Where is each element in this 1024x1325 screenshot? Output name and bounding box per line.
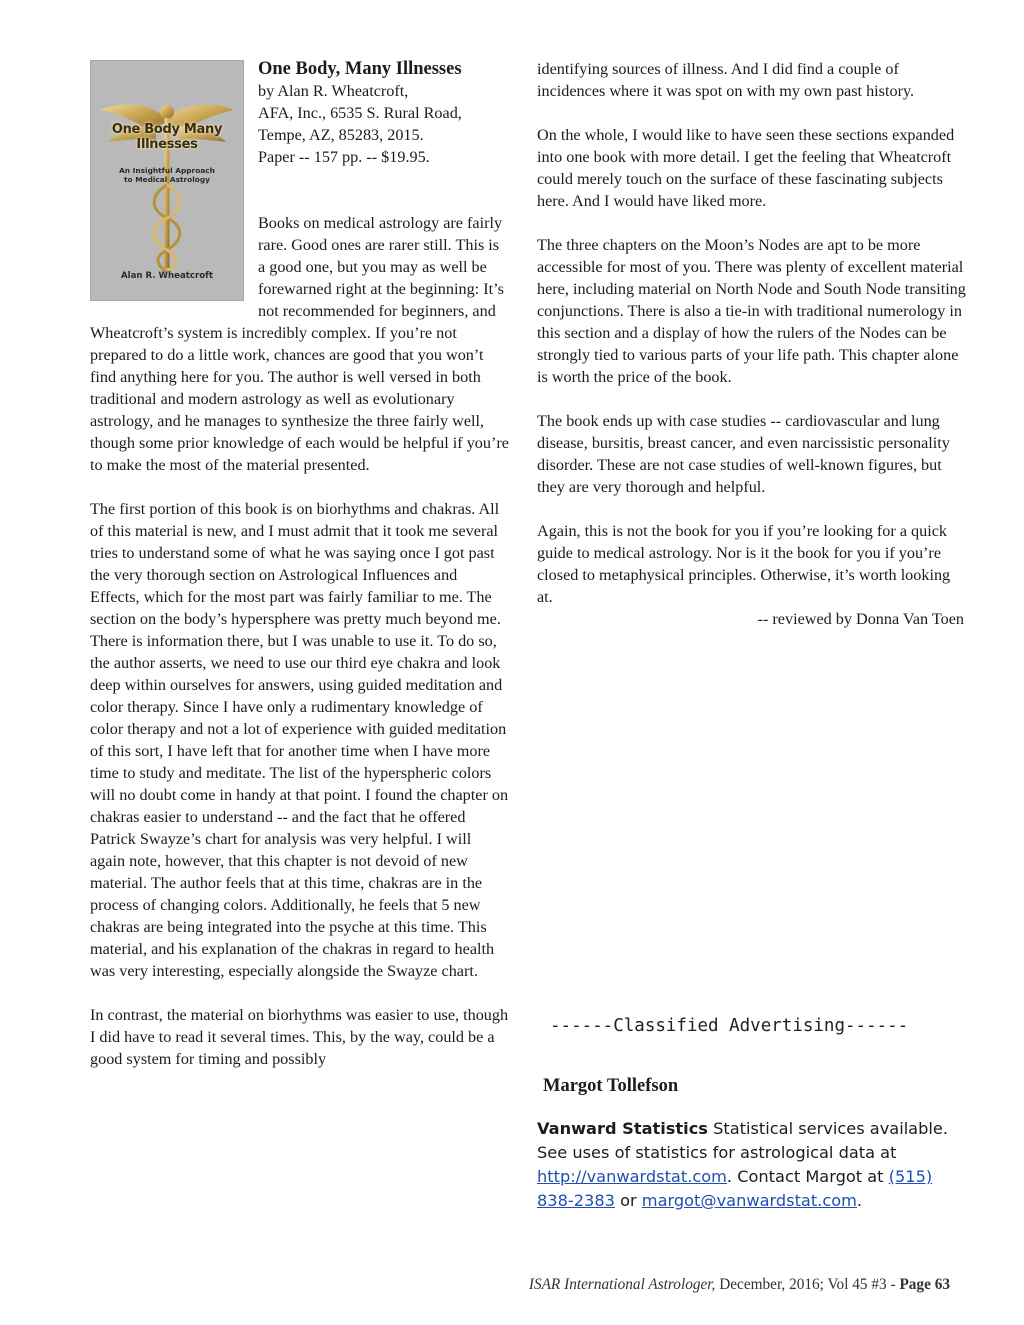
- classified-ad: [537, 1117, 957, 1213]
- cover-subtitle-line: to Medical Astrology: [124, 175, 210, 184]
- book-title: One Body, Many Illnesses: [258, 59, 462, 79]
- classified-heading: ------Classified Advertising------: [550, 1016, 909, 1036]
- classified-text: Statistical services available. See uses of statistics for astrological data at: [537, 1119, 948, 1162]
- review-paragraph: The book ends up with case studies -- cardiovascular and lung disease, bursitis, breast cancer, and even narcissistic personality disorder. These are not case studies of well-known figures, but they are very thorough and helpful.: [537, 412, 950, 496]
- page-footer: [529, 1276, 950, 1294]
- review-paragraph: The three chapters on the Moon’s Nodes are apt to be more accessible for most of you. There was plenty of excellent material here, including material on North Node and South Node transiting conjunctions. There is also a tie-in with traditional numerology in this section and a display of how the rulers of the Nodes can be strongly tied to various parts of your life path. This chapter alone is worth the price of the book.: [537, 236, 966, 386]
- classified-text: .: [856, 1191, 863, 1210]
- cover-author: Alan R. Wheatcroft: [121, 271, 213, 281]
- classified-company: Vanward Statistics: [537, 1119, 708, 1138]
- book-cover-image: [90, 60, 244, 301]
- review-left-column: [90, 58, 510, 1092]
- cover-title-line: Illnesses: [136, 137, 198, 152]
- review-right-column: [537, 58, 967, 630]
- review-paragraph: identifying sources of illness. And I did find a couple of incidences where it was spot on with my own past history.: [537, 60, 915, 100]
- cover-subtitle: [90, 166, 244, 184]
- footer-issue: December, 2016; Vol 45 #3 -: [715, 1276, 900, 1293]
- review-paragraph: On the whole, I would like to have seen these sections expanded into one book with more detail. I get the feeling that Wheatcroft could merely touch on the surface of these fascinating subjects here. And I would have liked more.: [537, 126, 955, 210]
- classified-advertiser-name: Margot Tollefson: [543, 1076, 679, 1096]
- footer-publication: ISAR International Astrologer,: [528, 1276, 716, 1293]
- cover-subtitle-line: An Insightful Approach: [119, 166, 215, 175]
- book-format: Paper -- 157 pp. -- $19.95.: [258, 148, 430, 166]
- review-paragraph: The first portion of this book is on biorhythms and chakras. All of this material is new, and I must admit that it took me several tries to understand some of what he was saying once I got past the very thorough section on Astrological Influences and Effects, which for the most part was fairly familiar to me. The section on the body’s hypersphere was pretty much beyond me. There is information there, but I was unable to use it. To do so, the author asserts, we need to use our third eye chakra and look deep within ourselves for answers, using guided meditation and color therapy. Since I have only a rudimentary knowledge of color therapy and not a lot of experience with guided meditation of this sort, I have left that for another time when I have more time to study and meditate. The list of the hyperspheric colors will no doubt come in handy at that point. I found the chapter on chakras easier to understand -- and the fact that he offered Patrick Swayze’s chart for analysis was very helpful. I will again note, however, that this chapter is not devoid of new material. The author feels that at this time, chakras are in the process of changing colors. Additionally, he feels that 5 new chakras are being integrated into the psyche at this time. This material, and his explanation of the chakras in regard to health was very interesting, especially alongside the Swayze chart.: [90, 500, 509, 980]
- website-link[interactable]: http://vanwardstat.com: [537, 1167, 727, 1186]
- book-location: Tempe, AZ, 85283, 2015.: [258, 126, 424, 144]
- phone-link[interactable]: (515) 838-2383: [537, 1167, 933, 1210]
- book-byline: by Alan R. Wheatcroft,: [258, 82, 409, 100]
- email-link[interactable]: margot@vanwardstat.com: [641, 1191, 857, 1210]
- cover-title: [90, 122, 244, 152]
- reviewer-signature: -- reviewed by Donna Van Toen: [757, 610, 964, 628]
- classified-text: . Contact Margot at: [726, 1167, 889, 1186]
- book-publisher: AFA, Inc., 6535 S. Rural Road,: [258, 104, 462, 122]
- classified-text: or: [614, 1191, 642, 1210]
- cover-title-line: One Body Many: [111, 122, 223, 137]
- review-paragraph: Books on medical astrology are fairly rare. Good ones are rarer still. This is a good one, but you may as well be forewarned right at the beginning: It’s not recommended for beginners, and Wheatcroft’s system is incredibly complex. If you’re not prepared to do a little work, chances are good that you won’t find anything here for you. The author is well versed in both traditional and modern astrology as well as evolutionary astrology, and he manages to synthesize the three fairly well, though some prior knowledge of each would be helpful if you’re to make the most of the material presented.: [90, 214, 509, 474]
- footer-page-number: Page 63: [899, 1276, 950, 1293]
- review-paragraph: In contrast, the material on biorhythms was easier to use, though I did have to read it several times. This, by the way, could be a good system for timing and possibly: [90, 1006, 509, 1068]
- review-paragraph: Again, this is not the book for you if you’re looking for a quick guide to medical astrology. Nor is it the book for you if you’re closed to metaphysical principles. Otherwise, it’s worth looking at.: [537, 522, 951, 606]
